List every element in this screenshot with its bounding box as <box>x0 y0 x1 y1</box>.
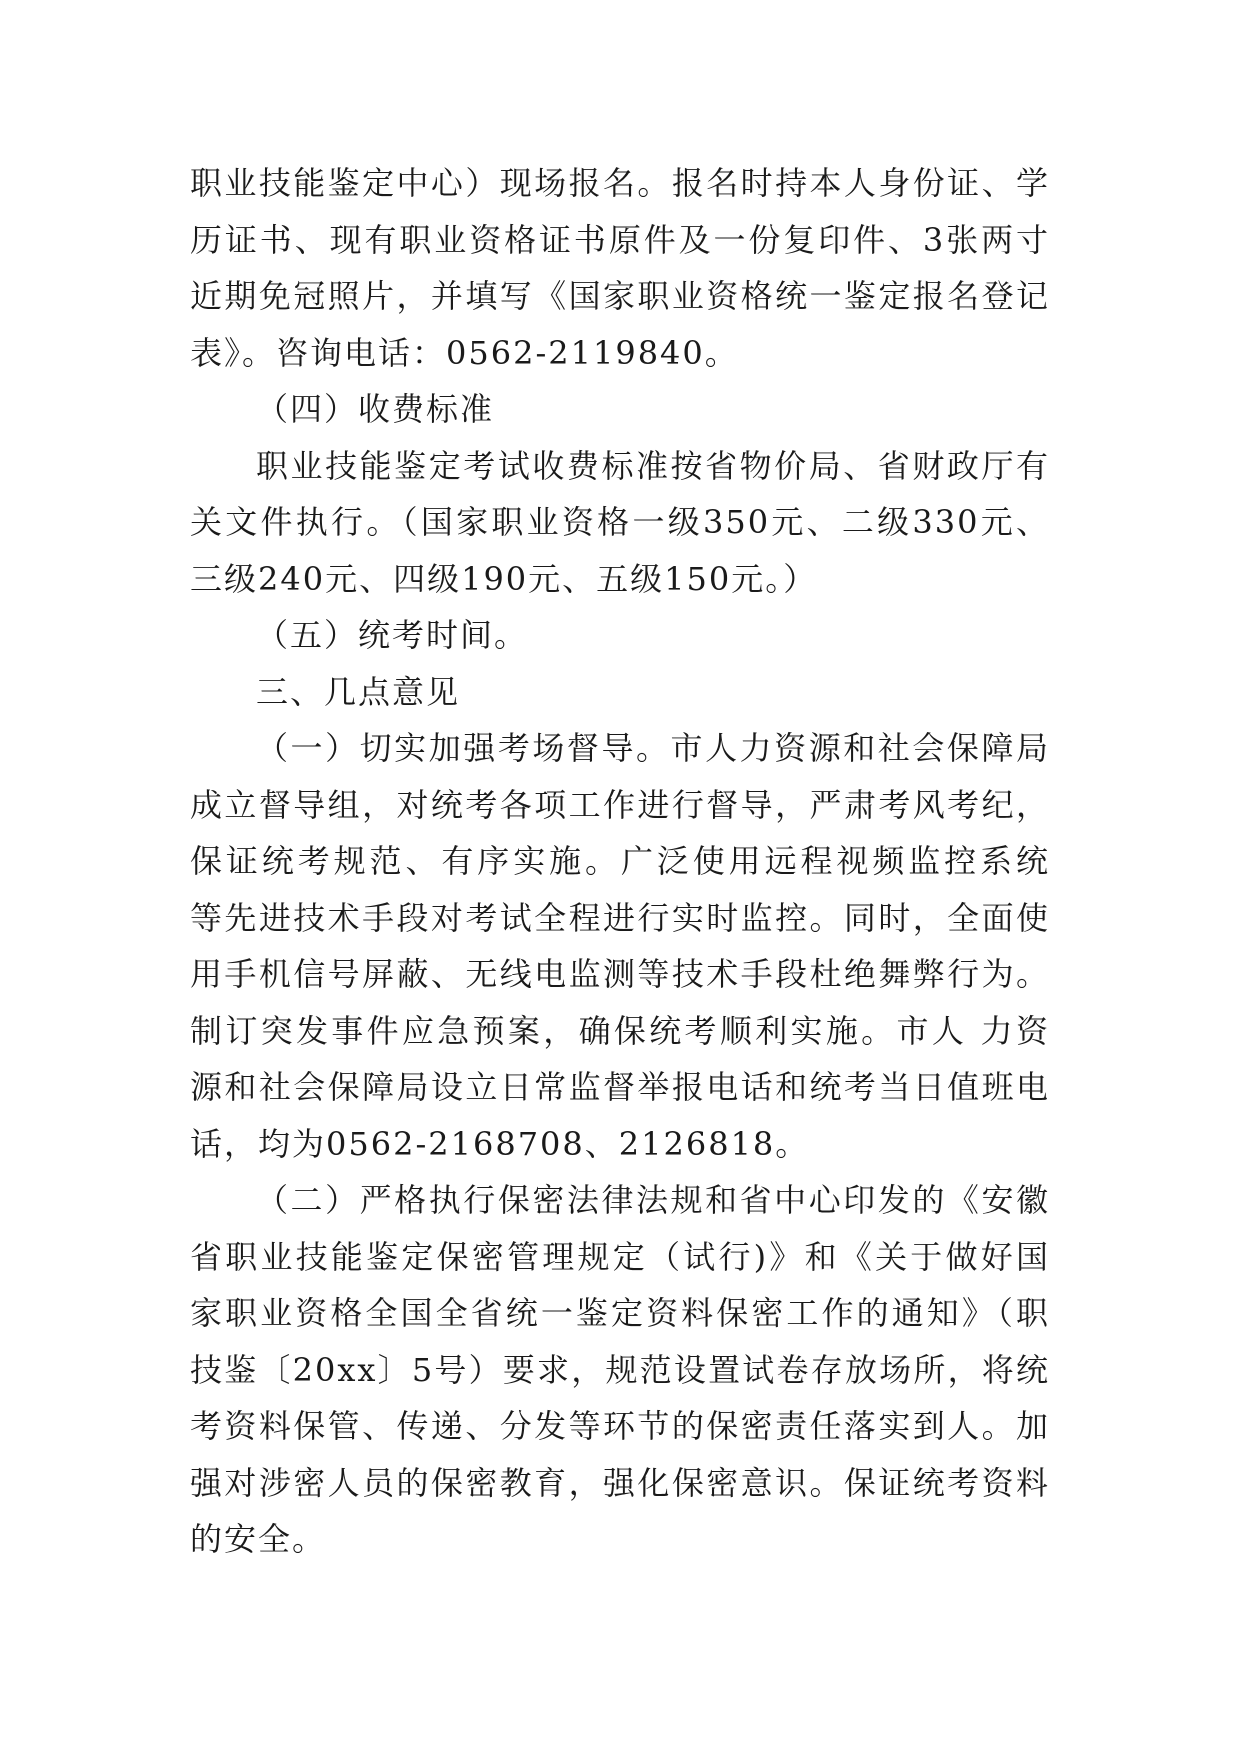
paragraph-fee-standard: 职业技能鉴定考试收费标准按省物价局、省财政厅有关文件执行。（国家职业资格一级350元、二级330元、三级240元、四级190元、五级150元。） <box>190 446 1050 598</box>
paragraph-supervision: （一）切实加强考场督导。市人力资源和社会保障局成立督导组，对统考各项工作进行督导，严肃考风考纪，保证统考规范、有序实施。广泛使用远程视频监控系统 等先进技术手段对考试全程进行实时监控。同时，全面使用手机信号屏蔽、无线电监测等技术手段杜绝舞弊行为。制订突发事件应急预案，确保统考顺利实施。市人 力资源和社会保障局设立日常监督举报电话和统考当日值班电话，均为0562-2168708、2126818。 <box>190 729 1050 1163</box>
document-body <box>190 155 1050 1568</box>
paragraph-registration: 职业技能鉴定中心）现场报名。报名时持本人身份证、学历证书、现有职业资格证书原件及一份复印件、3张两寸近期免冠照片，并填写《国家职业资格统一鉴定报名登记表》。咨询电话：0562-2119840。 <box>190 164 1050 372</box>
heading-exam-time: （五）统考时间。 <box>256 616 529 654</box>
paragraph-confidentiality: （二）严格执行保密法律法规和省中心印发的《安徽省职业技能鉴定保密管理规定（试行)》和《关于做好国家职业资格全国全省统一鉴定资料保密工作的通知》（职技鉴〔20xx〕5号）要求，规范设置试卷存放场所，将统考资料保管、传递、分发等环节的保密责任落实到人。加强对涉密人员的保密教育，强化保密意识。保证统考资料的安全。 <box>190 1181 1050 1558</box>
heading-fee-standard: （四）收费标准 <box>256 390 495 428</box>
heading-opinions: 三、几点意见 <box>256 672 461 711</box>
